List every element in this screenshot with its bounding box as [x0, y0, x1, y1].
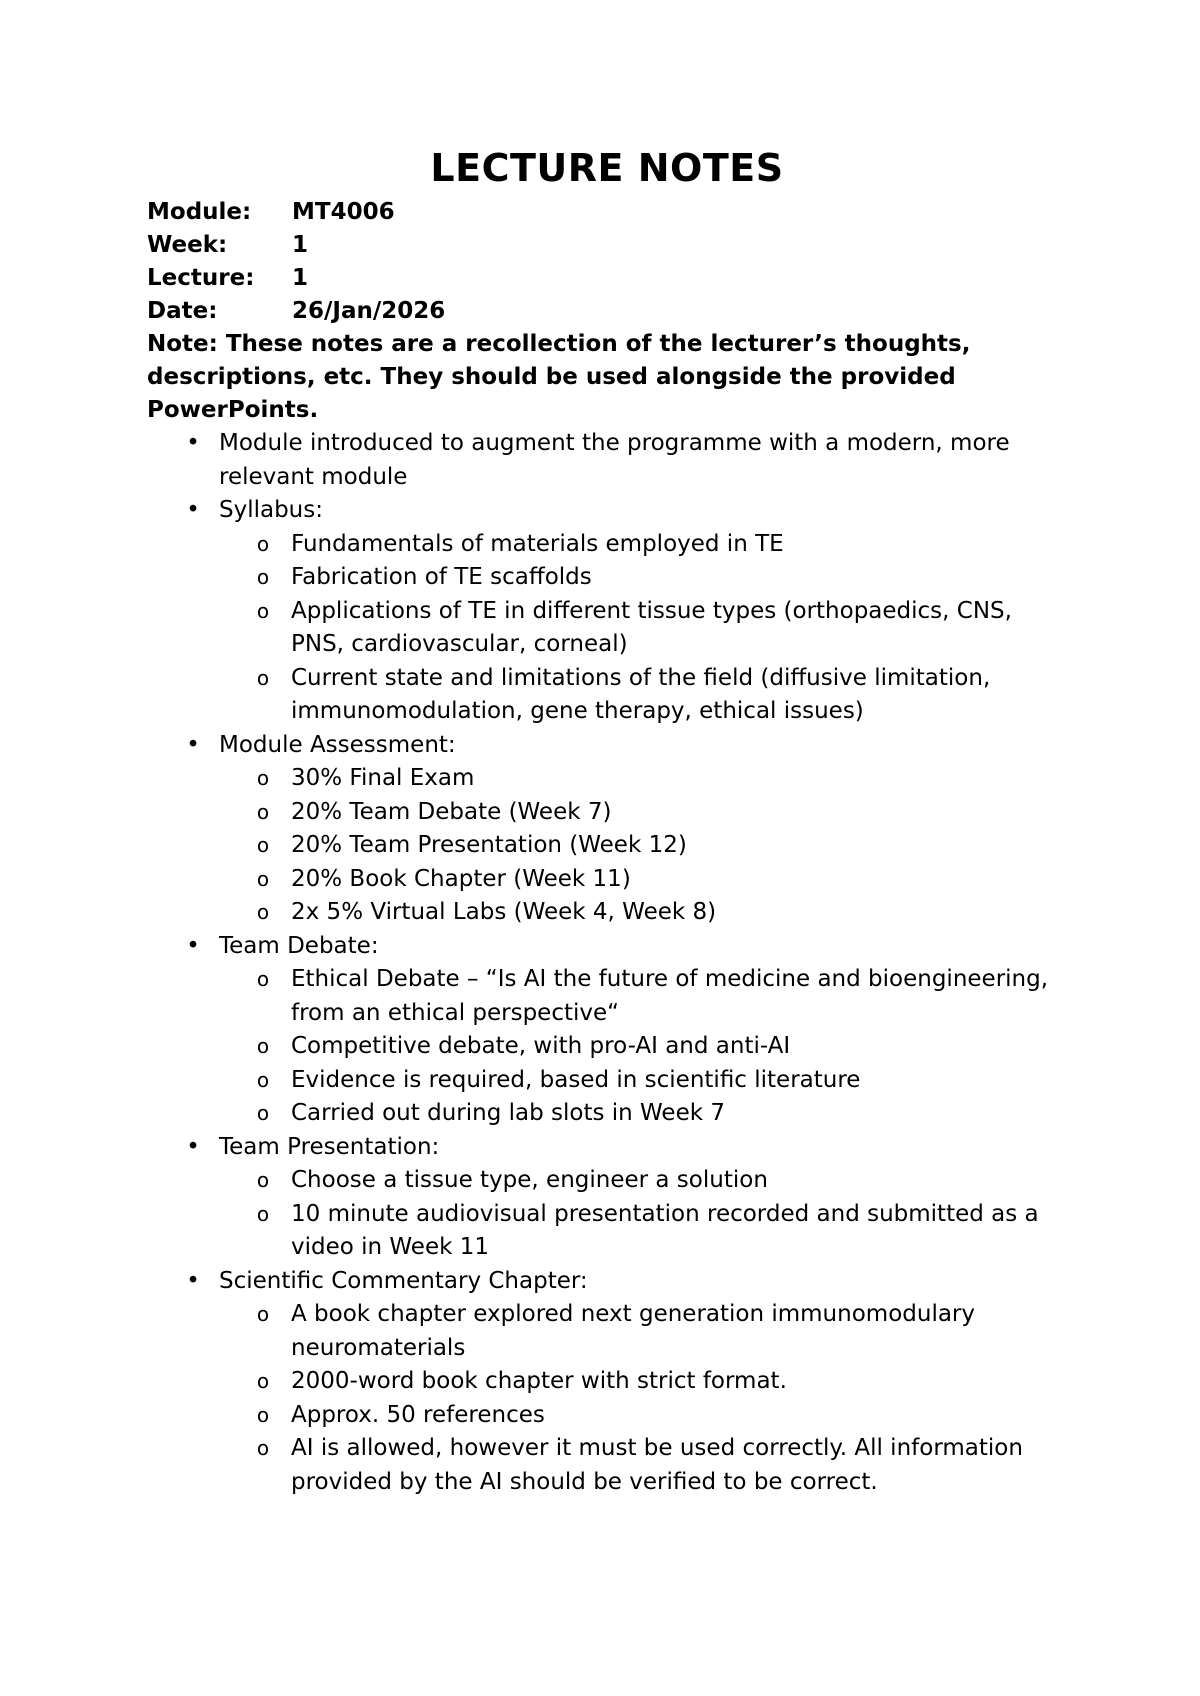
hollow-bullet-icon: o: [256, 598, 270, 623]
notes-list: [147, 427, 1067, 1499]
sub-list-item: [218, 1164, 1067, 1198]
sub-list-item: [218, 662, 1067, 729]
sub-list-item: [218, 963, 1067, 1030]
sub-list-item: [218, 1097, 1067, 1131]
hollow-bullet-icon: o: [256, 967, 270, 991]
sub-list-item-text: 10 minute audiovisual presentation recorded and submitted as a video in Week 11: [291, 1200, 1039, 1260]
sub-list-item-text: Choose a tissue type, engineer a solution: [291, 1167, 768, 1193]
sub-list-item-text: 20% Team Presentation (Week 12): [291, 832, 687, 858]
hollow-bullet-icon: o: [256, 1436, 270, 1460]
list-item-text: Syllabus:: [219, 497, 323, 523]
list-item-text: Team Presentation:: [219, 1133, 440, 1160]
sub-list-item-text: 2000-word book chapter with strict format.: [291, 1368, 787, 1394]
hollow-bullet-icon: o: [256, 900, 270, 924]
sub-list-item: [218, 1030, 1067, 1064]
meta-label: Lecture:: [147, 265, 255, 291]
meta-value: 26/Jan/2026: [292, 298, 446, 324]
sub-list-item: [218, 762, 1067, 796]
hollow-bullet-icon: o: [256, 531, 270, 556]
hollow-bullet-icon: o: [256, 766, 270, 790]
sub-list-item: [218, 863, 1067, 897]
meta-label: Module:: [147, 199, 252, 225]
list-item-text: Scientific Commentary Chapter:: [219, 1267, 588, 1294]
sub-list-item: [218, 1064, 1067, 1098]
meta-label: Week:: [147, 232, 228, 258]
sub-list-item-text: Fundamentals of materials employed in TE: [291, 530, 784, 557]
sub-list-item: [218, 896, 1067, 930]
hollow-bullet-icon: o: [256, 565, 270, 589]
list-item-text: Module Assessment:: [219, 731, 456, 758]
sub-list-item-text: Fabrication of TE scaffolds: [291, 564, 592, 590]
sub-list-item: [218, 1298, 1067, 1365]
list-item: [147, 494, 1067, 729]
bullet-icon: •: [186, 731, 200, 758]
meta-row-module: [147, 196, 1067, 229]
list-item-text: Module introduced to augment the programme with a modern, more relevant module: [219, 430, 1010, 490]
document-page: [147, 142, 1067, 1499]
sub-list-item: [218, 796, 1067, 830]
meta-block: [147, 196, 1067, 328]
hollow-bullet-icon: o: [256, 1201, 270, 1226]
sub-list-item: [218, 528, 1067, 562]
sub-list: [219, 1298, 1067, 1499]
sub-list: [219, 1164, 1067, 1265]
list-item: [147, 1131, 1067, 1265]
sub-list-item-text: AI is allowed, however it must be used correctly. All information provided by the AI should be verified to be correct.: [291, 1435, 1023, 1495]
hollow-bullet-icon: o: [256, 1168, 270, 1192]
list-item-text: Team Debate:: [219, 932, 379, 959]
hollow-bullet-icon: o: [256, 1402, 270, 1427]
meta-row-date: [147, 295, 1067, 328]
hollow-bullet-icon: o: [256, 866, 270, 891]
sub-list-item: [218, 561, 1067, 595]
meta-value: 1: [292, 232, 309, 258]
list-item: [147, 930, 1067, 1131]
hollow-bullet-icon: o: [256, 665, 270, 690]
sub-list: [219, 963, 1067, 1131]
list-item: [147, 1265, 1067, 1500]
meta-row-lecture: [147, 262, 1067, 295]
meta-row-week: [147, 229, 1067, 262]
meta-value: MT4006: [292, 199, 395, 225]
hollow-bullet-icon: o: [256, 799, 270, 824]
sub-list-item: [218, 595, 1067, 662]
list-item: [147, 427, 1067, 494]
bullet-icon: •: [186, 1267, 200, 1294]
sub-list: [219, 762, 1067, 930]
sub-list-item: [218, 1365, 1067, 1399]
sub-list-item-text: A book chapter explored next generation immunomodulary neuromaterials: [291, 1301, 975, 1361]
hollow-bullet-icon: o: [256, 1101, 270, 1125]
sub-list-item-text: Applications of TE in different tissue types (orthopaedics, CNS, PNS, cardiovascular, corneal): [291, 597, 1012, 657]
list-item: [147, 729, 1067, 930]
sub-list: [219, 528, 1067, 729]
sub-list-item: [218, 1399, 1067, 1433]
sub-list-item-text: Competitive debate, with pro-AI and anti-AI: [291, 1033, 791, 1059]
sub-list-item-text: Approx. 50 references: [291, 1401, 545, 1428]
bullet-icon: •: [186, 430, 200, 456]
meta-label: Date:: [147, 298, 218, 324]
hollow-bullet-icon: o: [256, 1369, 270, 1393]
sub-list-item: [218, 829, 1067, 863]
sub-list-item-text: 30% Final Exam: [291, 765, 475, 791]
sub-list-item-text: Current state and limitations of the field (diffusive limitation, immunomodulation, gene therapy, ethical issues): [291, 664, 991, 724]
bullet-icon: •: [186, 1133, 200, 1160]
sub-list-item-text: Ethical Debate – “Is AI the future of medicine and bioengineering, from an ethical perspective“: [291, 966, 1049, 1026]
hollow-bullet-icon: o: [256, 833, 270, 857]
hollow-bullet-icon: o: [256, 1067, 270, 1092]
sub-list-item-text: Carried out during lab slots in Week 7: [291, 1100, 725, 1126]
sub-list-item-text: 20% Team Debate (Week 7): [291, 798, 612, 825]
bullet-icon: •: [186, 932, 200, 959]
hollow-bullet-icon: o: [256, 1302, 270, 1326]
sub-list-item-text: 20% Book Chapter (Week 11): [291, 865, 631, 892]
sub-list-item: [218, 1198, 1067, 1265]
document-title: LECTURE NOTES: [430, 146, 784, 190]
bullet-icon: •: [186, 497, 200, 523]
meta-value: 1: [292, 265, 309, 291]
hollow-bullet-icon: o: [256, 1034, 270, 1058]
sub-list-item-text: Evidence is required, based in scientific literature: [291, 1066, 861, 1093]
sub-list-item-text: 2x 5% Virtual Labs (Week 4, Week 8): [291, 899, 717, 925]
usage-note: Note: These notes are a recollection of the lecturer’s thoughts, descriptions, etc. They should be used alongside the provided PowerPoints.: [147, 331, 971, 423]
sub-list-item: [218, 1432, 1067, 1499]
